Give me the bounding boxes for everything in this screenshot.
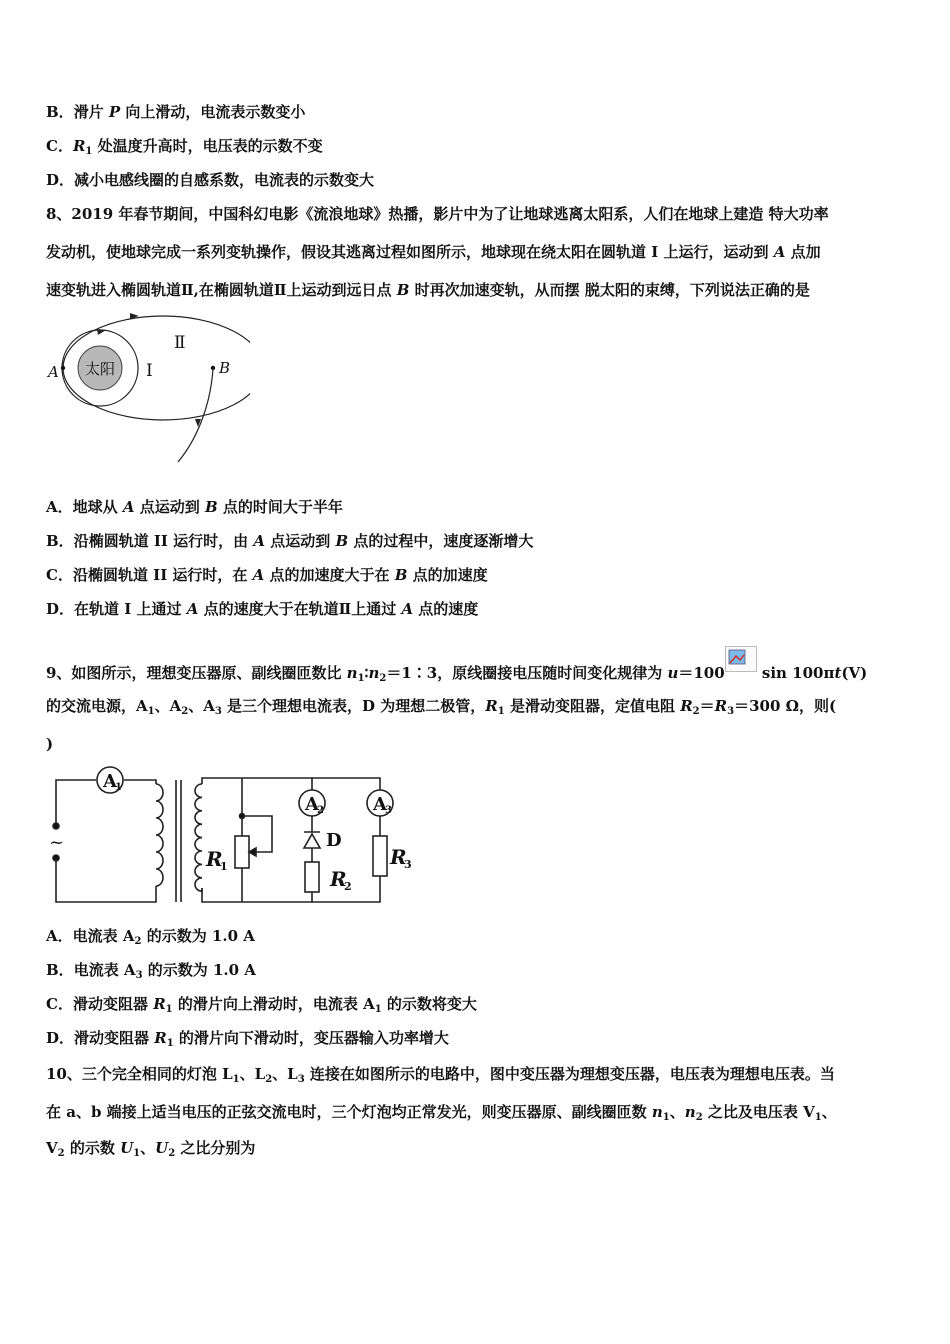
q8-stem-line1: 8、2019 年春节期间，中国科幻电影《流浪地球》热播，影片中为了让地球逃离太阳系，人们在地球上建造 特大功率 <box>46 205 829 223</box>
q8-option-a: A．地球从 A 点运动到 B 点的时间大于半年 <box>46 498 343 516</box>
ammeter-a1-sub: 1 <box>115 782 122 793</box>
terminal-bottom <box>53 855 59 861</box>
diode-d <box>304 832 320 848</box>
ammeter-a1-letter: A <box>103 771 117 792</box>
resistor-r2 <box>305 862 319 892</box>
q7-option-b: B．滑片 P 向上滑动，电流表示数变小 <box>46 103 306 121</box>
broken-image-glyph <box>726 647 756 671</box>
ammeter-a3-sub: 3 <box>385 805 392 816</box>
orbit-arrow-inner <box>97 329 106 335</box>
r3-sub: 3 <box>404 858 412 871</box>
secondary-wire <box>202 778 380 902</box>
resistor-r3 <box>373 836 387 876</box>
ac-source-symbol: ~ <box>49 832 65 853</box>
q9-option-b: B．电流表 $A_3$ 的示数为 1.0 A <box>46 961 256 981</box>
point-a-dot <box>61 366 65 370</box>
q9-circuit-figure <box>46 764 416 910</box>
sun-label: 太阳 <box>84 360 116 378</box>
q9-option-c: C．滑动变阻器 $R_1$ 的滑片向上滑动时，电流表 $A_1$ 的示数将变大 <box>46 995 477 1015</box>
point-a-label: A <box>48 363 59 381</box>
q10-stem-line1: 10、三个完全相同的灯泡 $L_1$、$L_2$、$L_3$ 连接在如图所示的电路中，图中变压器为理想变压器，电压表为理想电压表。当 <box>46 1065 835 1085</box>
secondary-coil <box>195 784 202 891</box>
r3-label: R <box>390 845 407 869</box>
ammeter-a2-letter: A <box>305 794 319 815</box>
terminal-top <box>53 823 59 829</box>
q8-option-d: D．在轨道 I 上通过 A 点的速度大于在轨道Ⅱ上通过 A 点的速度 <box>46 600 479 618</box>
r1-slider-arrow <box>249 848 256 856</box>
ammeter-a3-letter: A <box>373 794 387 815</box>
q9-stem-line2: 的交流电源，$A_1$、$A_2$、$A_3$ 是三个理想电流表，D 为理想二极管，$R_1$ 是滑动变阻器，定值电阻 $R_2=R_3=300$ Ω，则( <box>46 697 837 717</box>
primary-wire <box>56 780 156 902</box>
ammeter-a2-sub: 2 <box>317 805 324 816</box>
primary-coil <box>156 784 163 886</box>
diode-label: D <box>326 830 342 851</box>
r2-sub: 2 <box>344 880 352 893</box>
missing-formula-image-icon <box>725 646 757 672</box>
r1-label: R <box>206 847 223 871</box>
q9-stem-line1: 9、如图所示，理想变压器原、副线圈匝数比 $n_1∶n_2=1∶3$，原线圈接电压随时间变化规律为 u＝100 sin 100πt(V) <box>46 646 867 683</box>
q7-option-d: D．减小电感线圈的自感系数，电流表的示数变大 <box>46 171 375 189</box>
orbit-i-label: I <box>146 361 153 381</box>
r2-label: R <box>330 867 347 891</box>
q9-option-a: A．电流表 $A_2$ 的示数为 1.0 A <box>46 927 255 947</box>
resistor-r1 <box>235 836 249 868</box>
q9-stem-line3: ) <box>46 735 54 753</box>
q8-option-c: C．沿椭圆轨道 II 运行时，在 A 点的加速度大于在 B 点的加速度 <box>46 566 488 584</box>
q9-option-d: D．滑动变阻器 $R_1$ 的滑片向下滑动时，变压器输入功率增大 <box>46 1029 449 1049</box>
q10-stem-line2: 在 a、b 端接上适当电压的正弦交流电时，三个灯泡均正常发光，则变压器原、副线圈匝数 $n_1$、$n_2$ 之比及电压表 $V_1$、 <box>46 1103 837 1123</box>
orbit-ii-label: Ⅱ <box>174 333 186 353</box>
q10-stem-line3: $V_2$ 的示数 $U_1$、$U_2$ 之比分别为 <box>46 1139 256 1159</box>
point-b-label: B <box>219 359 231 377</box>
r1-sub: 1 <box>220 860 228 873</box>
q8-stem-line2: 发动机，使地球完成一系列变轨操作，假设其逃离过程如图所示，地球现在绕太阳在圆轨道 I 上运行，运动到 A 点加 <box>46 243 821 261</box>
q8-option-b: B．沿椭圆轨道 II 运行时，由 A 点运动到 B 点的过程中，速度逐渐增大 <box>46 532 534 550</box>
q7-option-c: C．$R_1$ 处温度升高时，电压表的示数不变 <box>46 137 323 157</box>
q8-orbit-figure <box>40 308 250 468</box>
q8-stem-line3: 速变轨进入椭圆轨道Ⅱ,在椭圆轨道Ⅱ上运动到远日点 B 时再次加速变轨，从而摆 脱太阳的束缚，下列说法正确的是 <box>46 281 810 299</box>
